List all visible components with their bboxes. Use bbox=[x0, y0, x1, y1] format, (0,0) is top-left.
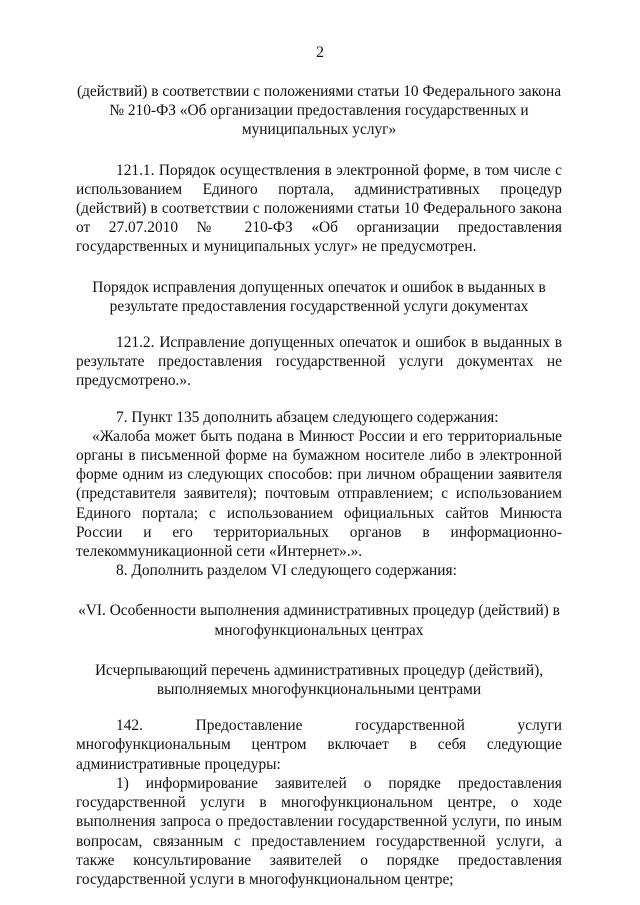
section-heading-vi: «VI. Особенности выполнения административных процедур (действий) в многофункциональных центрах bbox=[78, 602, 560, 639]
heading-continuation: (действий) в соответствии с положениями статьи 10 Федерального закона № 210-ФЗ «Об организации предоставления государственных и муниципальных услуг» bbox=[76, 83, 562, 139]
paragraph-142: 142. Предоставление государственной услуги многофункциональным центром включает в себя следующие административные процедуры: bbox=[76, 717, 562, 773]
paragraph-complaint: «Жалоба может быть подана в Минюст России и его территориальные органы в письменной форме на бумажном носителе либо в электронной форме одним из следующих способов: при личном обращении заявителя (представителя заявителя); почтовым отправлением; с использованием Единого портала; с использованием официальных сайтов Минюста России и его территориальных органов в информационно-телекоммуникационной сети «Интернет».». bbox=[76, 427, 562, 561]
paragraph-142-item-1: 1) информирование заявителей о порядке предоставления государственной услуги в многофункциональном центре, о ходе выполнения запроса о предоставлении государственной услуги, по иным вопросам, связанным с предоставлением государственной услуги, а также консультирование заявителей о порядке предоставления государственной услуги в многофункциональном центре; bbox=[76, 774, 562, 888]
paragraph-item-8: 8. Дополнить разделом VI следующего содержания: bbox=[116, 562, 457, 580]
document-body bbox=[76, 82, 562, 889]
paragraph-121-1: 121.1. Порядок осуществления в электронной форме, в том числе с использованием Единого портала, административных процедур (действий) в соответствии с положениями статьи 10 Федерального закона от 27.07.2010 № 210-ФЗ «Об организации предоставления государственных и муниципальных услуг» не предусмотрен. bbox=[76, 161, 562, 256]
paragraph-121-2: 121.2. Исправление допущенных опечаток и ошибок в выданных в результате предоставления государственной услуги документах не предусмотрено.». bbox=[76, 334, 562, 390]
section-heading-corrections: Порядок исправления допущенных опечаток и ошибок в выданных в результате предоставления государственной услуги документах bbox=[92, 278, 546, 315]
section-heading-procedures: Исчерпывающий перечень административных процедур (действий), выполняемых многофункциональными центрами bbox=[94, 661, 544, 699]
paragraph-item-7: 7. Пункт 135 дополнить абзацем следующего содержания: bbox=[116, 408, 499, 426]
page-number: 2 bbox=[316, 44, 324, 61]
